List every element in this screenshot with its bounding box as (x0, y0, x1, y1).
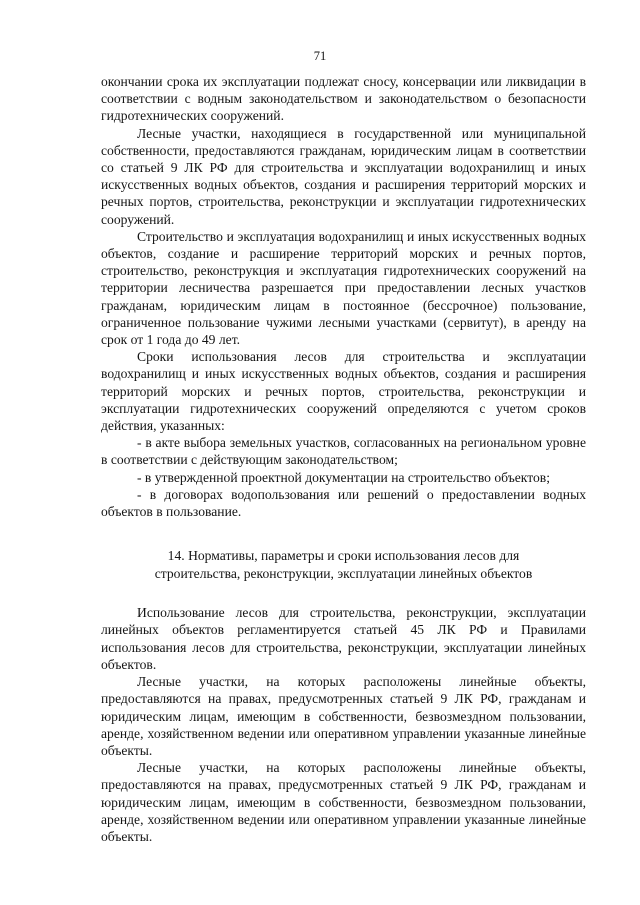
page-number: 71 (313, 49, 327, 63)
paragraph-linear-objects-regulation: Использование лесов для строительства, реконструкции, эксплуатации линейных объектов регламентируется статьей 45 ЛК РФ и Правилами использования лесов для строительства, реконструкции, эксплуатации линейных объектов. (101, 605, 586, 672)
section-heading-line-2: строительства, реконструкции, эксплуатации линейных объектов (154, 566, 533, 582)
section-heading (101, 547, 586, 583)
paragraph-construction-permission: Строительство и эксплуатация водохранилищ и иных искусственных водных объектов, создание и расширение территорий морских и речных портов, строительство, реконструкция и эксплуатация гидротехнических сооружений на территории лесничества разрешается при предоставлении лесных участков гражданам, юридическим лицам в постоянное (бессрочное) пользование, ограниченное пользование чужими лесными участками (сервитут), в аренду на срок от 1 года до 49 лет. (101, 228, 586, 348)
paragraph-usage-terms: Сроки использования лесов для строительства и эксплуатации водохранилищ и иных искусственных водных объектов, создания и расширения территорий морских и речных портов, строительства, реконструкции и эксплуатации гидротехнических сооружений определяются с учетом сроков действия, указанных: (101, 349, 586, 434)
section-heading-line-1: 14. Нормативы, параметры и сроки использования лесов для (167, 548, 520, 564)
list-item-project-documentation: - в утвержденной проектной документации на строительство объектов; (137, 469, 550, 485)
paragraph-forest-plots-ownership: Лесные участки, находящиеся в государственной или муниципальной собственности, предоставляются гражданам, юридическим лицам в соответствии со статьей 9 ЛК РФ для строительства и эксплуатации водохранилищ и иных искусственных водных объектов, создания и расширения территорий морских и речных портов, строительства, реконструкции и эксплуатации гидротехнических сооружений. (101, 125, 586, 227)
paragraph-linear-objects-rights: Лесные участки, на которых расположены линейные объекты, предоставляются на правах, предусмотренных статьей 9 ЛК РФ, гражданам и юридическим лицам, имеющим в собственности, безвозмездном пользовании, аренде, хозяйственном ведении или оперативном управлении указанные линейные объекты. (101, 674, 586, 758)
list-item-water-use-contracts: - в договорах водопользования или решений о предоставлении водных объектов в пользование. (101, 486, 586, 520)
paragraph-continuation: окончании срока их эксплуатации подлежат сносу, консервации или ликвидации в соответствии с водным законодательством и законодательством о безопасности гидротехнических сооружений. (101, 74, 586, 124)
list-item-act-of-selection: - в акте выбора земельных участков, согласованных на региональном уровне в соответствии с действующим законодательством; (101, 435, 586, 468)
paragraph-linear-objects-rights-repeat: Лесные участки, на которых расположены линейные объекты, предоставляются на правах, предусмотренных статьей 9 ЛК РФ, гражданам и юридическим лицам, имеющим в собственности, безвозмездном пользовании, аренде, хозяйственном ведении или оперативном управлении указанные линейные объекты. (101, 760, 586, 844)
document-body (101, 73, 586, 845)
